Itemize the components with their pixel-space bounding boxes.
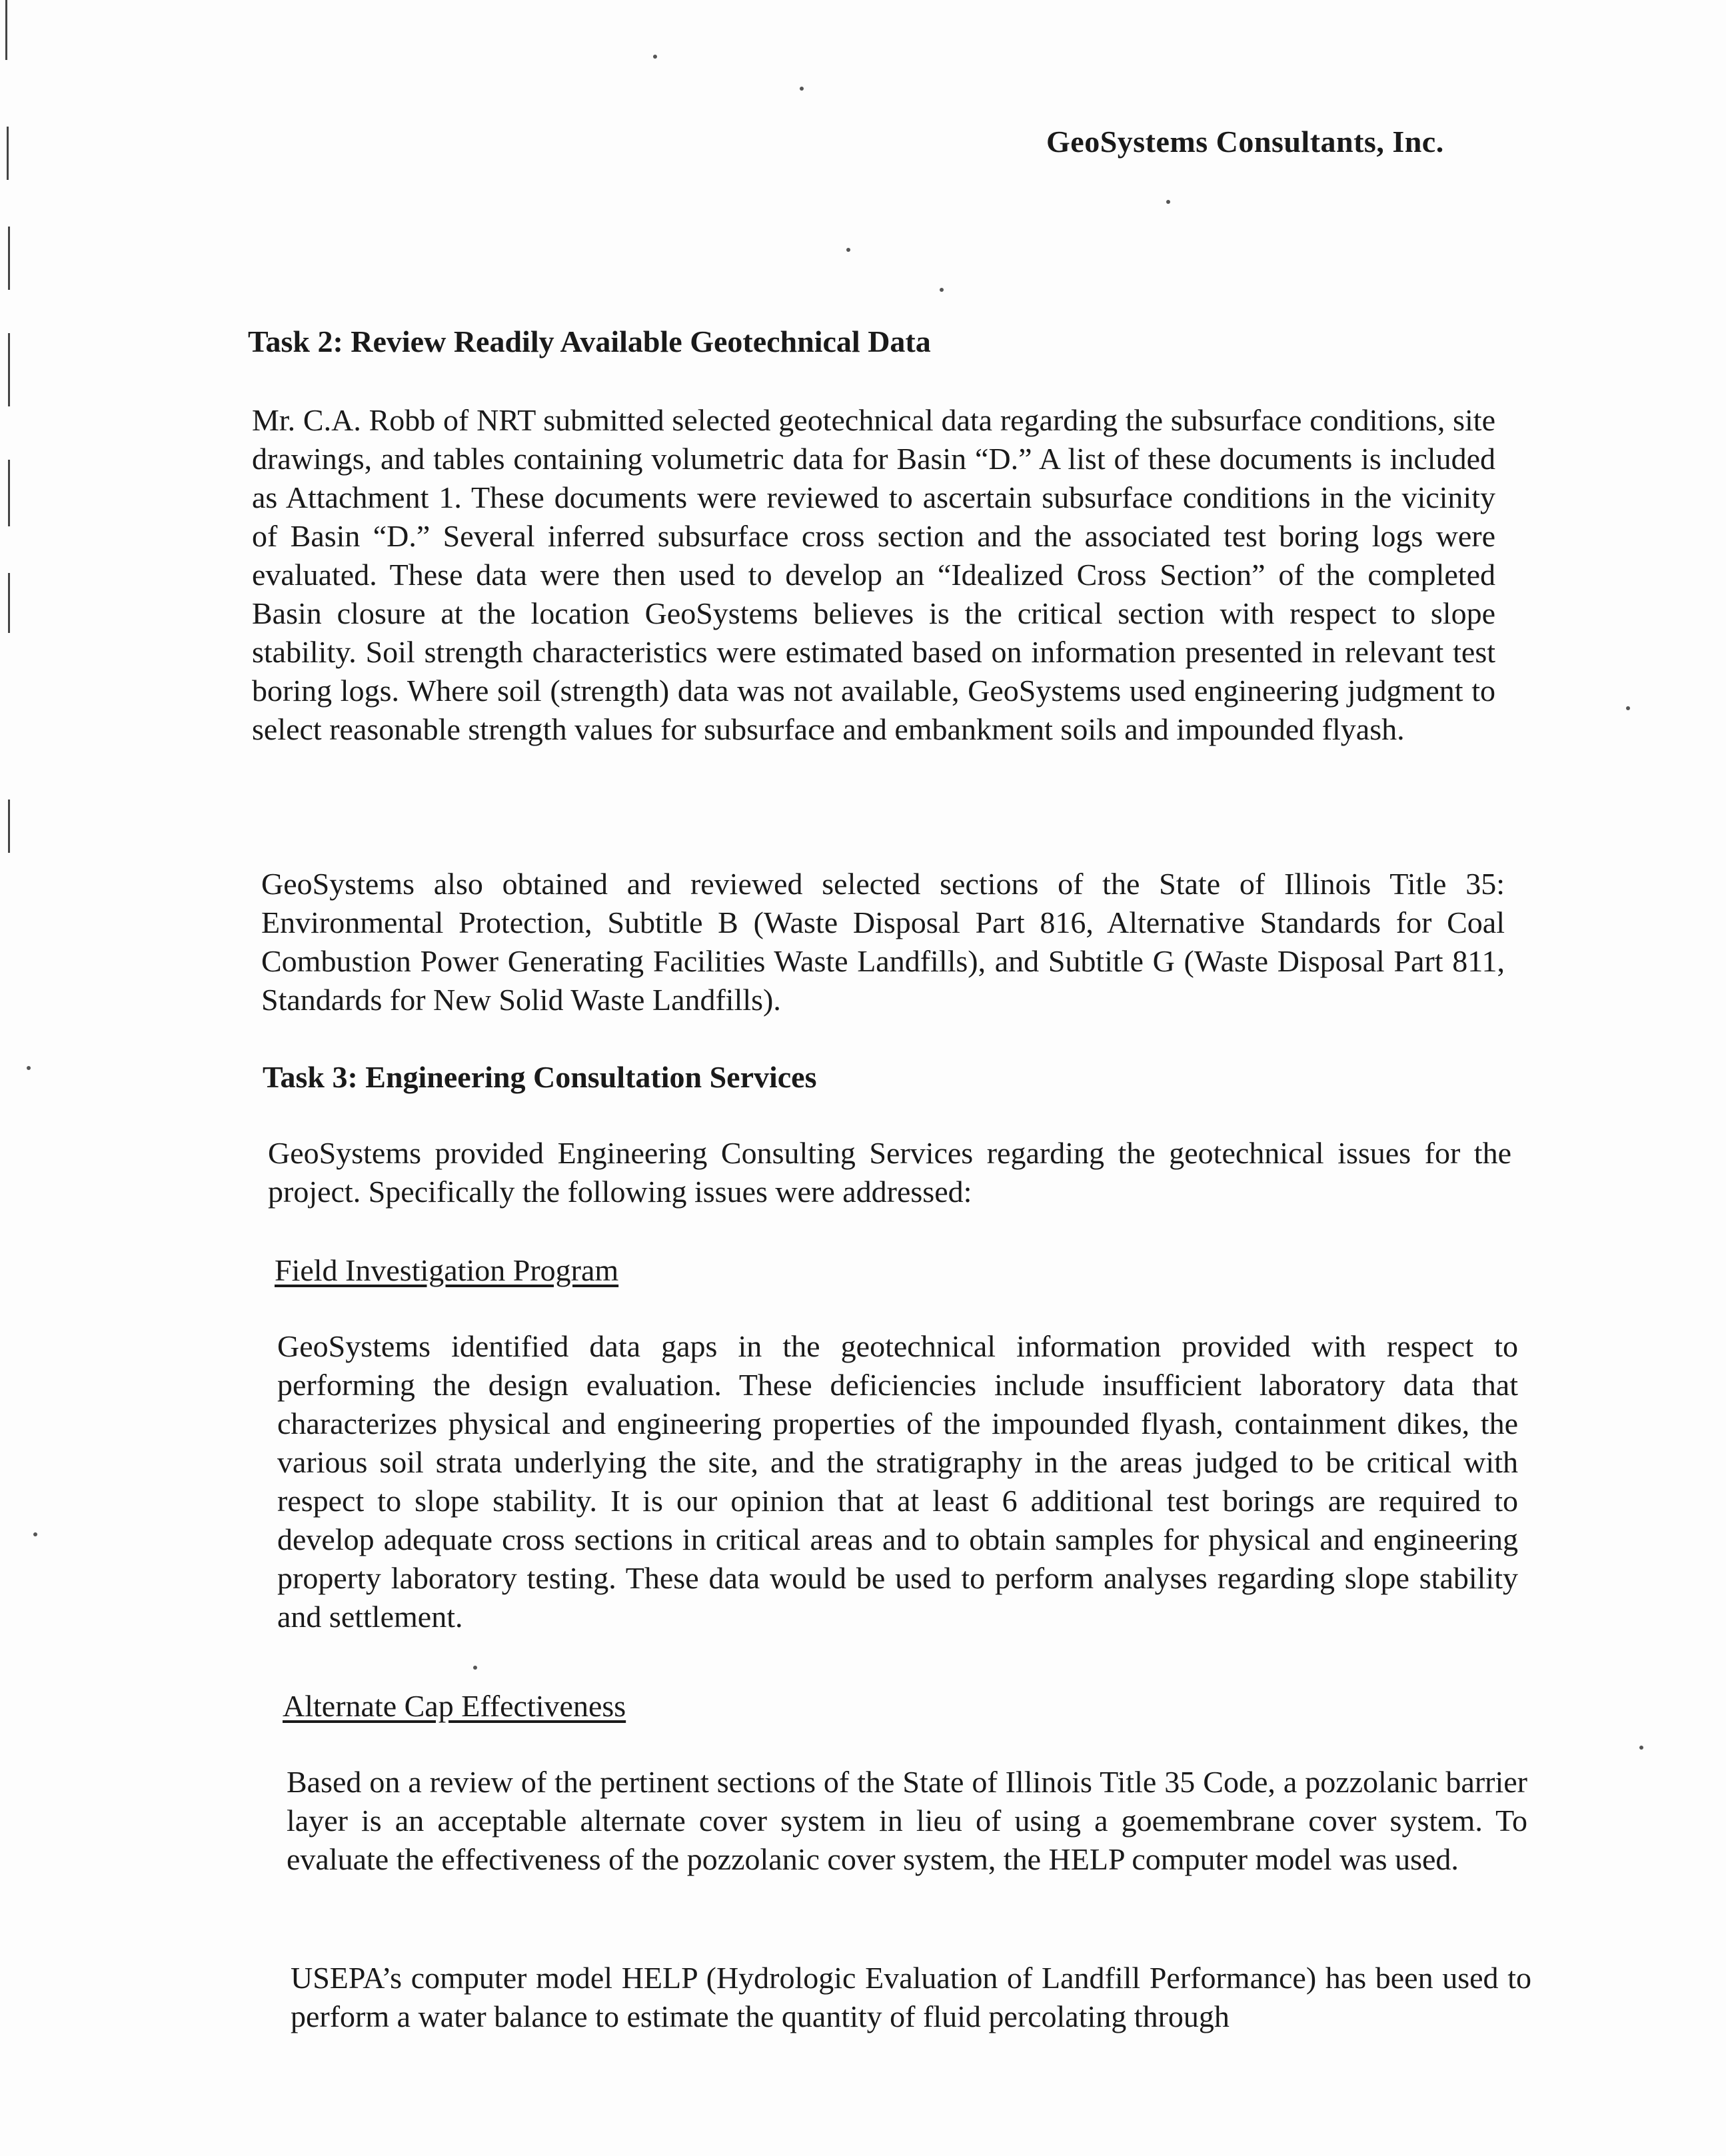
task2-paragraph-2: GeoSystems also obtained and reviewed selected sections of the State of Illinois Title 35: Environmental Protection, Subtitle B (Waste Disposal Part 816, Alternative Standards for Coal Combustion Power Generating Facilities Waste Landfills), and Subtitle G (Waste Disposal Part 811, Standards for New Solid Waste Landfills).	[261, 867, 1505, 1017]
scan-speck	[653, 55, 657, 59]
scan-margin-mark	[5, 0, 7, 60]
task3-intro: GeoSystems provided Engineering Consulting Services regarding the geotechnical issues for the project. Specifically the following issues were addressed:	[268, 1136, 1511, 1209]
scan-margin-mark	[7, 127, 9, 180]
alternate-cap-paragraph-1: Based on a review of the pertinent sections of the State of Illinois Title 35 Code, a pozzolanic barrier layer is an acceptable alternate cover system in lieu of using a goemembrane cover system. To evaluate the effectiveness of the pozzolanic cover system, the HELP computer model was used.	[287, 1765, 1527, 1876]
scan-margin-mark	[8, 227, 10, 290]
scan-speck	[1626, 706, 1630, 710]
scan-speck	[33, 1532, 37, 1536]
scan-speck	[1166, 200, 1170, 204]
scan-speck	[800, 87, 804, 91]
task3-heading: Task 3: Engineering Consultation Services	[263, 1060, 817, 1094]
task2-paragraph-1: Mr. C.A. Robb of NRT submitted selected geotechnical data regarding the subsurface conditions, site drawings, and tables containing volumetric data for Basin “D.” A list of these documents is included as Attachment 1. These documents were reviewed to ascertain subsurface conditions in the vicinity of Basin “D.” Several inferred subsurface cross section and the associated test boring logs were evaluated. These data were then used to develop an “Idealized Cross Section” of the completed Basin closure at the location GeoSystems believes is the critical section with respect to slope stability. Soil strength characteristics were estimated based on information presented in relevant test boring logs. Where soil (strength) data was not available, GeoSystems used engineering judgment to select reasonable strength values for subsurface and embankment soils and impounded flyash.	[252, 403, 1495, 746]
scan-margin-mark	[8, 573, 10, 633]
scan-margin-mark	[8, 333, 10, 406]
alternate-cap-heading: Alternate Cap Effectiveness	[283, 1689, 626, 1723]
scan-speck	[27, 1066, 31, 1070]
scan-speck	[473, 1666, 477, 1670]
scan-margin-mark	[8, 460, 10, 526]
scan-speck	[940, 288, 944, 292]
field-investigation-heading: Field Investigation Program	[275, 1253, 619, 1287]
company-header: GeoSystems Consultants, Inc.	[1046, 125, 1444, 159]
task2-heading: Task 2: Review Readily Available Geotechnical Data	[248, 324, 931, 358]
scan-speck	[1639, 1746, 1643, 1750]
field-investigation-paragraph: GeoSystems identified data gaps in the geotechnical information provided with respect to performing the design evaluation. These deficiencies include insufficient laboratory data that characterizes physical and engineering properties of the impounded flyash, containment dikes, the various soil strata underlying the site, and the stratigraphy in the areas judged to be critical with respect to slope stability. It is our opinion that at least 6 additional test borings are required to develop adequate cross sections in critical areas and to obtain samples for physical and engineering property laboratory testing. These data would be used to perform analyses regarding slope stability and settlement.	[277, 1329, 1518, 1634]
scan-margin-mark	[8, 800, 10, 853]
alternate-cap-paragraph-2: USEPA’s computer model HELP (Hydrologic Evaluation of Landfill Performance) has been used to perform a water balance to estimate the quantity of fluid percolating through	[291, 1961, 1531, 2033]
scan-speck	[846, 248, 850, 252]
